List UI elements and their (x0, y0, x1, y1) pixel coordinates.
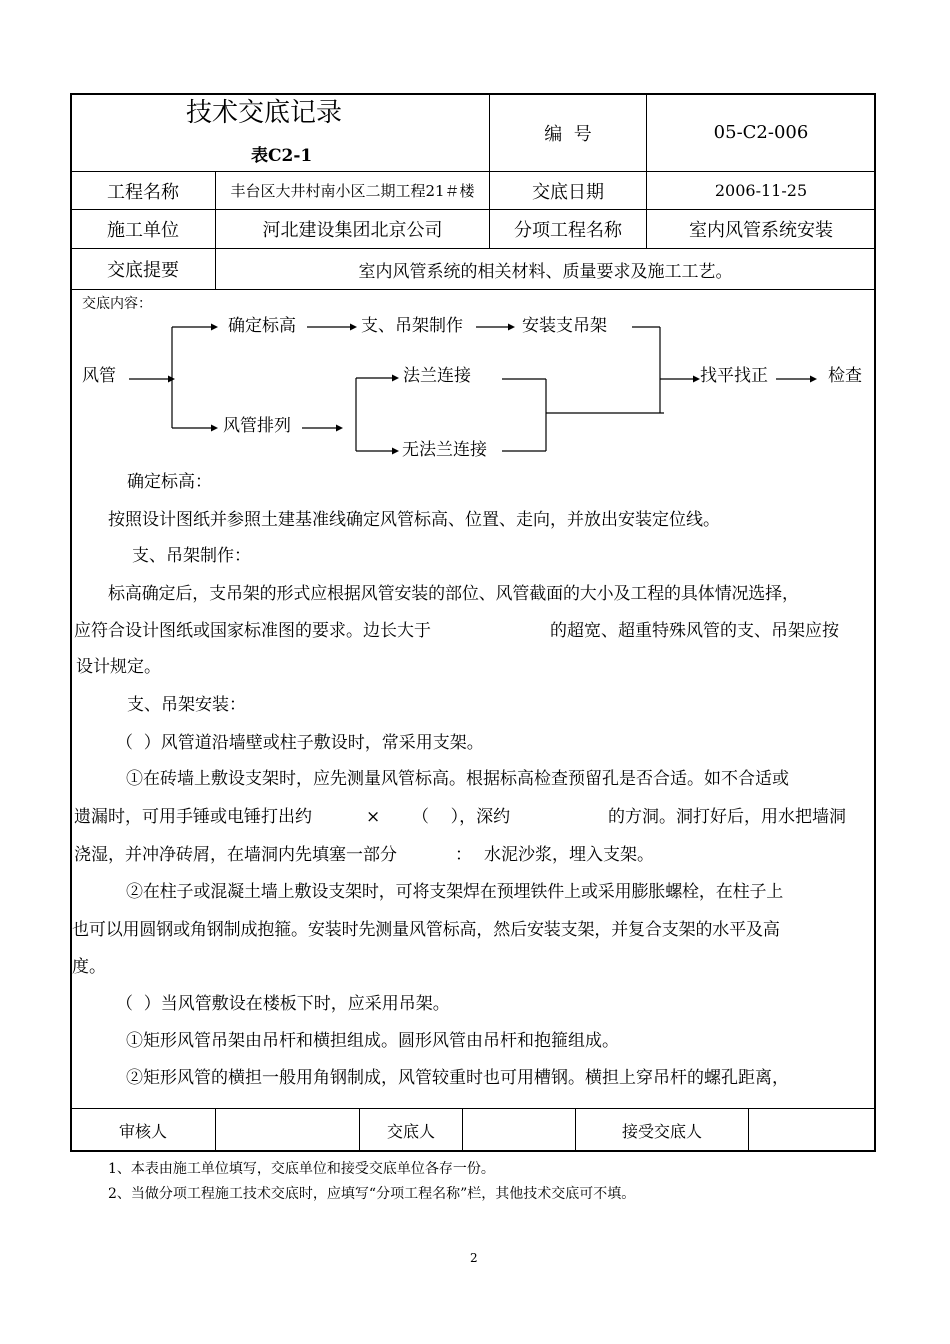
flow-node-duct: 风管 (82, 366, 116, 386)
flow-node-flange: 法兰连接 (403, 366, 471, 386)
flow-node-duct-arrange: 风管排列 (223, 416, 291, 436)
note-1: 1、本表由施工单位填写，交底单位和接受交底单位各存一份。 (108, 1161, 495, 1177)
number-label: 编 号 (544, 123, 592, 145)
discloser-label: 交底人 (386, 1121, 435, 1141)
body-line: 的超宽、超重特殊风管的支、吊架应按 (550, 621, 839, 641)
number-value: 05-C2-006 (713, 122, 809, 143)
body-line: ②矩形风管的横担一般用角钢制成，风管较重时也可用槽钢。横担上穿吊杆的螺孔距离， (126, 1068, 789, 1088)
body-line: ： (455, 845, 472, 865)
note-2: 2、当做分项工程施工技术交底时，应填写“分项工程名称”栏，其他技术交底可不填。 (108, 1186, 636, 1202)
flow-node-flangeless: 无法兰连接 (402, 440, 487, 460)
body-line: ②在柱子或混凝土墙上敷设支架时，可将支架焊在预埋铁件上或采用膨胀螺栓，在柱子上 (126, 882, 784, 902)
body-line: 浇湿，并冲净砖屑，在墙洞内先填塞一部分 (74, 845, 397, 865)
subitem-name-label: 分项工程名称 (514, 220, 622, 241)
disclosure-date-label: 交底日期 (532, 181, 604, 203)
body-line: 遗漏时，可用手锤或电锤打出约 (74, 807, 312, 827)
summary-value: 室内风管系统的相关材料、质量要求及施工工艺。 (358, 261, 733, 282)
section-heading: 支、吊架安装： (127, 695, 246, 715)
flow-node-elevation: 确定标高 (228, 316, 296, 336)
flow-node-align: 找平找正 (700, 366, 768, 386)
discloser-signature-field[interactable] (463, 1109, 575, 1151)
body-line: 设计规定。 (76, 657, 161, 677)
contractor-label: 施工单位 (107, 220, 179, 241)
body-line: 标高确定后，支吊架的形式应根据风管安装的部位、风管截面的大小及工程的具体情况选择， (108, 584, 799, 604)
body-line: ①在砖墙上敷设支架时，应先测量风管标高。根据标高检查预留孔是否合适。如不合适或 (126, 769, 789, 789)
summary-label: 交底提要 (107, 260, 179, 281)
flow-node-inspect: 检查 (828, 366, 862, 386)
project-name-label: 工程名称 (107, 181, 179, 203)
body-line: 按照设计图纸并参照土建基准线确定风管标高、位置、走向，并放出安装定位线。 (108, 510, 720, 530)
page-number: 2 (470, 1251, 478, 1265)
subitem-name-value: 室内风管系统安装 (689, 220, 833, 241)
reviewer-signature-field[interactable] (216, 1109, 359, 1151)
body-line: ①矩形风管吊架由吊杆和横担组成。圆形风管由吊杆和抱箍组成。 (126, 1031, 619, 1051)
body-line: （ ）风管道沿墙壁或柱子敷设时，常采用支架。 (116, 733, 484, 753)
disclosure-date-value: 2006-11-25 (714, 181, 808, 200)
body-line: × (366, 807, 381, 827)
project-name-value: 丰台区大井村南小区二期工程21＃楼 (230, 182, 475, 200)
flow-node-install-bracket: 安装支吊架 (522, 316, 607, 336)
receiver-signature-field[interactable] (749, 1109, 875, 1151)
body-line: 应符合设计图纸或国家标准图的要求。边长大于 (74, 621, 431, 641)
body-line: 水泥沙浆，埋入支架。 (484, 845, 654, 865)
body-line: 度。 (72, 957, 106, 977)
body-line: 的方洞。洞打好后，用水把墙洞 (608, 807, 846, 827)
section-heading: 确定标高： (127, 472, 212, 492)
body-line: （ ），深约 (412, 807, 511, 827)
section-heading: 支、吊架制作： (132, 546, 251, 566)
reviewer-label: 审核人 (118, 1121, 167, 1141)
form-number: 表C2-1 (251, 146, 313, 166)
contractor-value: 河北建设集团北京公司 (262, 220, 443, 241)
body-line: （ ）当风管敷设在楼板下时，应采用吊架。 (116, 994, 450, 1014)
receiver-label: 接受交底人 (621, 1121, 702, 1141)
flow-node-bracket-fabrication: 支、吊架制作 (361, 316, 463, 336)
page-title: 技术交底记录 (186, 98, 343, 128)
content-heading: 交底内容： (82, 296, 152, 312)
body-line: 也可以用圆钢或角钢制成抱箍。安装时先测量风管标高，然后安装支架，并复合支架的水平及高 (72, 920, 780, 940)
